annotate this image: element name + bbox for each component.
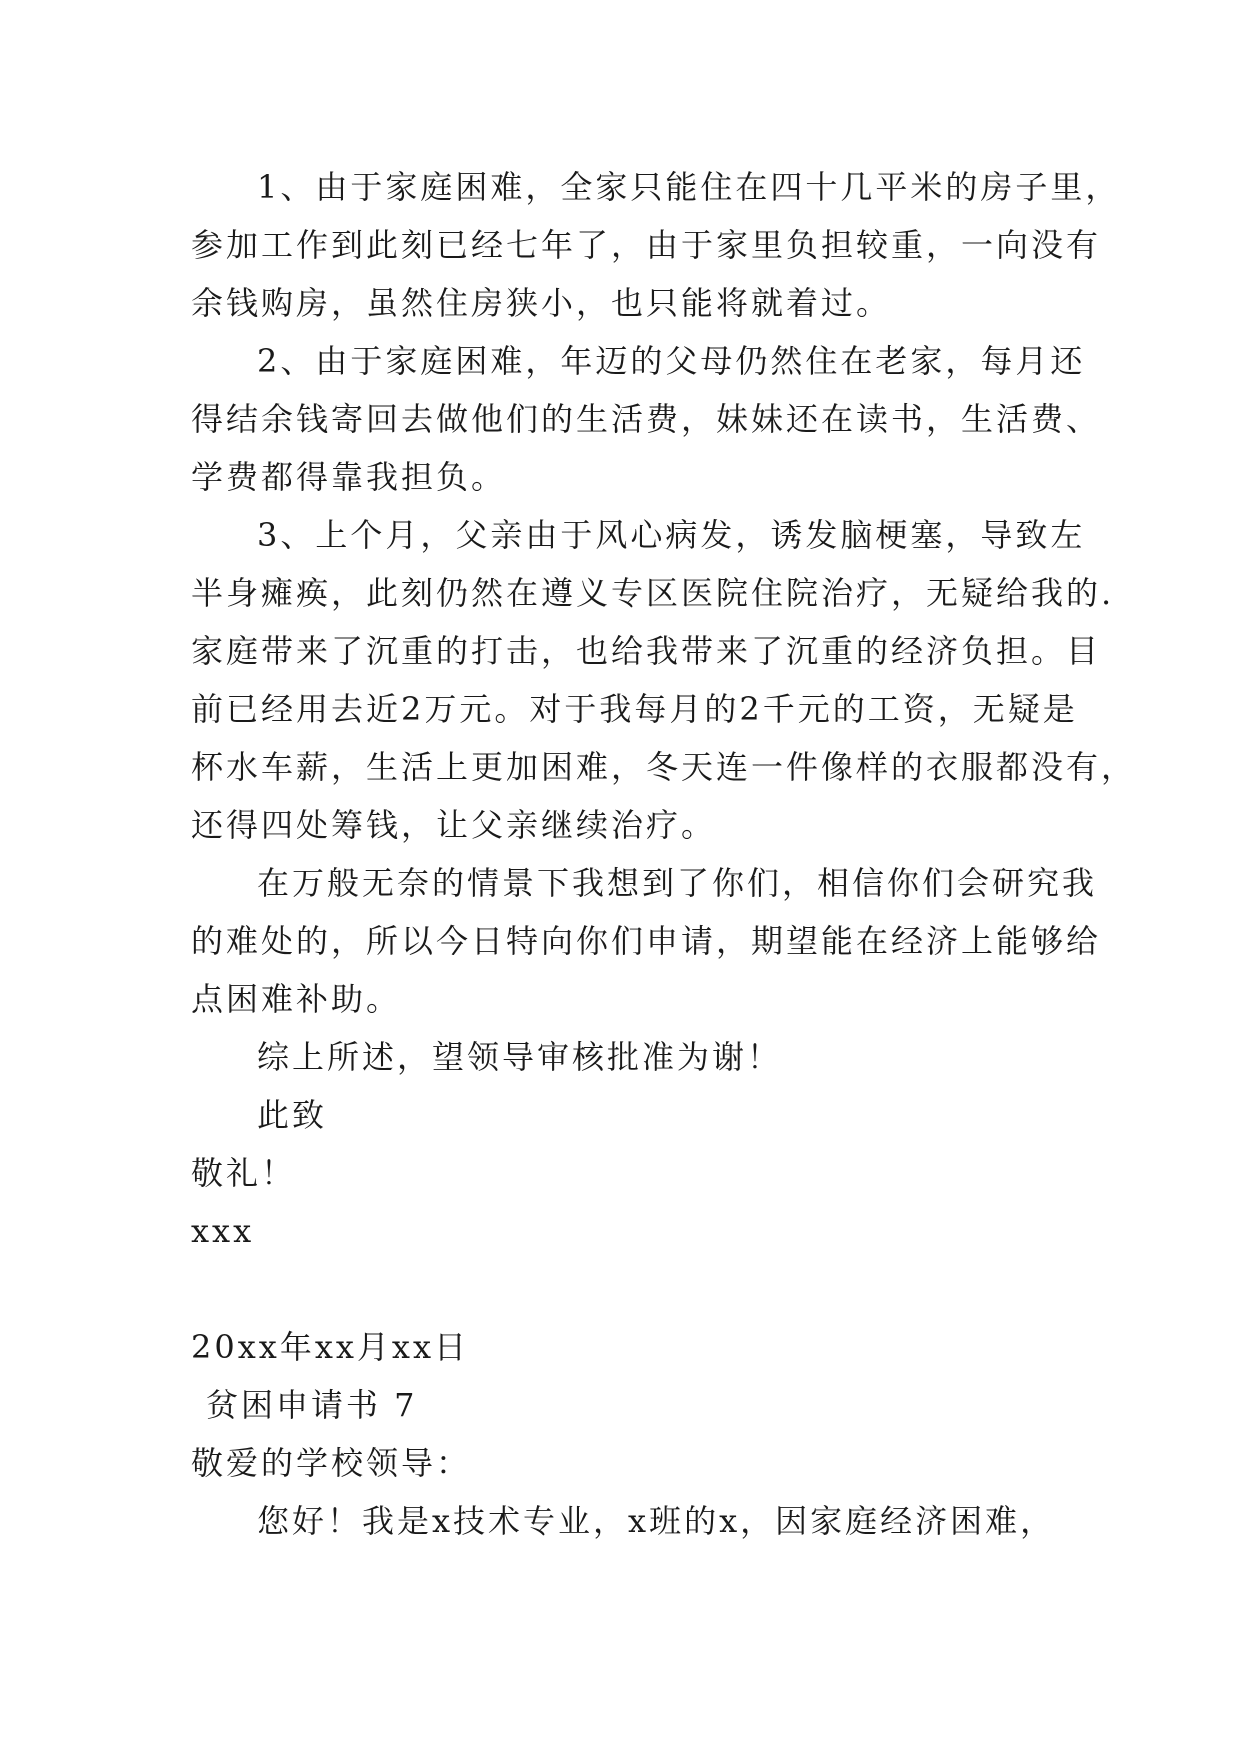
- paragraph-line: 参加工作到此刻已经七年了，由于家里负担较重，一向没有: [191, 226, 1102, 264]
- paragraph-line: 还得四处筹钱，让父亲继续治疗。: [191, 806, 717, 844]
- paragraph-line: 1、由于家庭困难，全家只能住在四十几平米的房子里，: [257, 168, 1121, 206]
- paragraph-line: 余钱购房，虽然住房狭小，也只能将就着过。: [191, 284, 892, 322]
- paragraph-line: 的难处的，所以今日特向你们申请，期望能在经济上能够给: [191, 922, 1102, 960]
- paragraph-line: 2、由于家庭困难，年迈的父母仍然住在老家，每月还: [257, 342, 1086, 380]
- paragraph-line: 3、上个月，父亲由于风心病发，诱发脑梗塞，导致左: [257, 516, 1086, 554]
- paragraph-line: 杯水车薪，生活上更加困难，冬天连一件像样的衣服都没有，: [191, 748, 1137, 786]
- paragraph-line: 点困难补助。: [191, 980, 402, 1018]
- paragraph-line: 前已经用去近2万元。对于我每月的2千元的工资，无疑是: [191, 690, 1078, 728]
- signature: xxx: [191, 1212, 255, 1250]
- paragraph-line: 在万般无奈的情景下我想到了你们，相信你们会研究我: [257, 864, 1098, 902]
- paragraph-line: 学费都得靠我担负。: [191, 458, 507, 496]
- paragraph-line: 半身瘫痪，此刻仍然在遵义专区医院住院治疗，无疑给我的.: [191, 574, 1115, 612]
- opening-line: 您好！我是x技术专业，x班的x，因家庭经济困难，: [257, 1502, 1056, 1540]
- section-title: 贫困申请书 7: [206, 1386, 418, 1424]
- paragraph-line: 得结余钱寄回去做他们的生活费，妹妹还在读书，生活费、: [191, 400, 1102, 438]
- summary-line: 综上所述，望领导审核批准为谢！: [257, 1038, 783, 1076]
- closing-line: 敬礼！: [191, 1154, 297, 1192]
- salutation: 敬爱的学校领导：: [191, 1444, 472, 1482]
- paragraph-line: 家庭带来了沉重的打击，也给我带来了沉重的经济负担。目: [191, 632, 1102, 670]
- closing-line: 此致: [257, 1096, 328, 1134]
- date-line: 20xx年xx月xx日: [191, 1328, 470, 1366]
